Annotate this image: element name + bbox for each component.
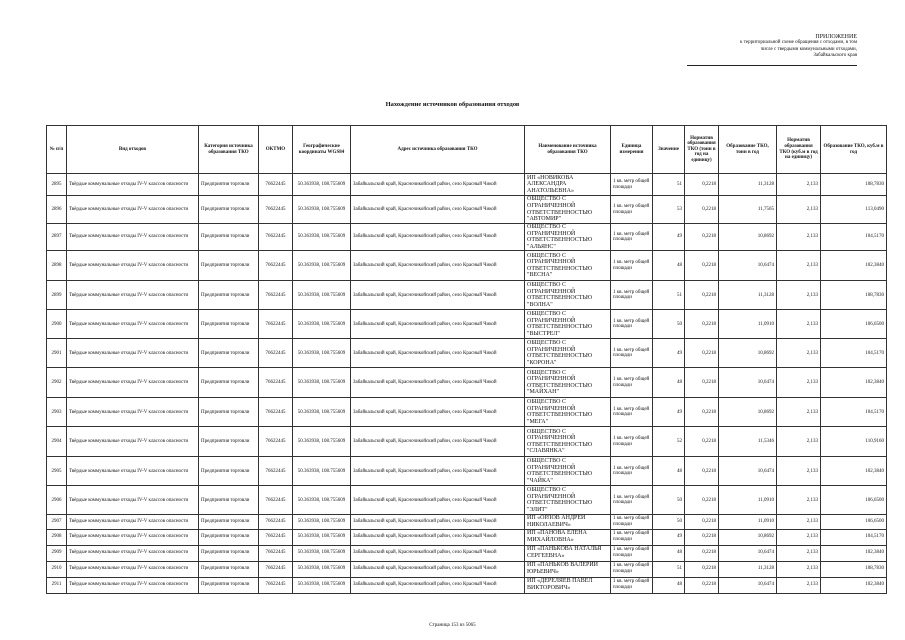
- norm-tonnes-cell: 0,2218: [685, 251, 719, 281]
- source-category-cell: Предприятия торговли: [199, 545, 259, 561]
- norm-cubic-cell: 2,133: [777, 368, 821, 398]
- norm-tonnes-cell: 0,2218: [685, 196, 719, 224]
- row-number-cell: 2908: [47, 529, 67, 545]
- unit-of-measure-cell: 1 кв. метр общей площади: [611, 224, 653, 251]
- norm-tonnes-cell: 0,2218: [685, 174, 719, 196]
- coordinates-cell: 50.363938, 108.755609: [293, 281, 351, 310]
- row-number-cell: 2909: [47, 545, 67, 561]
- header-cell: ОКТМО: [259, 126, 293, 174]
- tko-cubic-cell: 102,3840: [821, 545, 887, 561]
- source-name-cell: ОБЩЕСТВО С ОГРАНИЧЕННОЙ ОТВЕТСТВЕННОСТЬЮ "ЭЛИТ": [525, 486, 611, 515]
- source-category-cell: Предприятия торговли: [199, 310, 259, 339]
- quantity-value-cell: 50: [653, 310, 685, 339]
- quantity-value-cell: 48: [653, 457, 685, 486]
- tko-cubic-cell: 104,5170: [821, 339, 887, 368]
- header-cell: Вид отходов: [67, 126, 199, 174]
- header-cell: Норматив образования ТКО (тонн в год на единицу): [685, 126, 719, 174]
- tko-tonnes-cell: 10,8692: [719, 529, 777, 545]
- source-address-cell: Забайкальский край, Красночикойский район, село Красный Чикой: [351, 457, 525, 486]
- norm-tonnes-cell: 0,2218: [685, 561, 719, 577]
- norm-cubic-cell: 2,133: [777, 174, 821, 196]
- source-name-cell: ОБЩЕСТВО С ОГРАНИЧЕННОЙ ОТВЕТСТВЕННОСТЬЮ "ВОЛНА": [525, 281, 611, 310]
- source-address-cell: Забайкальский край, Красночикойский район, село Красный Чикой: [351, 515, 525, 529]
- appendix-line-2: числе с твердыми коммунальными отходами,: [760, 46, 857, 52]
- quantity-value-cell: 48: [653, 368, 685, 398]
- row-number-cell: 2906: [47, 486, 67, 515]
- coordinates-cell: 50.363938, 108.755609: [293, 339, 351, 368]
- source-name-cell: ИП «ПАНОВА ЕЛЕНА МИХАЙЛОВНА»: [525, 529, 611, 545]
- source-category-cell: Предприятия торговли: [199, 251, 259, 281]
- tko-tonnes-cell: 10,8692: [719, 339, 777, 368]
- norm-cubic-cell: 2,133: [777, 486, 821, 515]
- coordinates-cell: 50.363938, 108.755609: [293, 515, 351, 529]
- header-cell: Образование ТКО, куб.м в год: [821, 126, 887, 174]
- waste-type-cell: Твёрдые коммунальные отходы IV-V классов опасности: [67, 529, 199, 545]
- row-number-cell: 2911: [47, 577, 67, 593]
- quantity-value-cell: 52: [653, 427, 685, 457]
- table-row: [47, 251, 887, 281]
- oktmo-code-cell: 76622445: [259, 515, 293, 529]
- coordinates-cell: 50.363938, 108.755609: [293, 251, 351, 281]
- waste-type-cell: Твёрдые коммунальные отходы IV-V классов опасности: [67, 368, 199, 398]
- waste-type-cell: Твёрдые коммунальные отходы IV-V классов опасности: [67, 486, 199, 515]
- table-row: [47, 196, 887, 224]
- norm-cubic-cell: 2,133: [777, 561, 821, 577]
- tko-tonnes-cell: 10,6474: [719, 368, 777, 398]
- tko-cubic-cell: 108,7830: [821, 281, 887, 310]
- source-name-cell: ОБЩЕСТВО С ОГРАНИЧЕННОЙ ОТВЕТСТВЕННОСТЬЮ "МАЙХАН": [525, 368, 611, 398]
- appendix-title: ПРИЛОЖЕНИЕ: [815, 34, 857, 40]
- oktmo-code-cell: 76622445: [259, 224, 293, 251]
- waste-type-cell: Твёрдые коммунальные отходы IV-V классов опасности: [67, 457, 199, 486]
- unit-of-measure-cell: 1 кв. метр общей площади: [611, 529, 653, 545]
- table-row: [47, 368, 887, 398]
- oktmo-code-cell: 76622445: [259, 457, 293, 486]
- tko-tonnes-cell: 10,8692: [719, 224, 777, 251]
- coordinates-cell: 50.363938, 108.755609: [293, 368, 351, 398]
- source-address-cell: Забайкальский край, Красночикойский район, село Красный Чикой: [351, 545, 525, 561]
- source-address-cell: Забайкальский край, Красночикойский район, село Красный Чикой: [351, 368, 525, 398]
- source-address-cell: Забайкальский край, Красночикойский район, село Красный Чикой: [351, 577, 525, 593]
- tko-tonnes-cell: 11,3128: [719, 174, 777, 196]
- tko-tonnes-cell: 10,6474: [719, 251, 777, 281]
- tko-tonnes-cell: 11,5346: [719, 427, 777, 457]
- oktmo-code-cell: 76622445: [259, 486, 293, 515]
- oktmo-code-cell: 76622445: [259, 251, 293, 281]
- coordinates-cell: 50.363938, 108.755609: [293, 196, 351, 224]
- table-row: [47, 577, 887, 593]
- source-category-cell: Предприятия торговли: [199, 174, 259, 196]
- waste-type-cell: Твёрдые коммунальные отходы IV-V классов опасности: [67, 224, 199, 251]
- source-name-cell: ИП «НОВИКОВА АЛЕКСАНДРА АНАТОЛЬЕВНА»: [525, 174, 611, 196]
- source-name-cell: ИП «ПАНЬКОВА НАТАЛЬЯ СЕРГЕЕВНА»: [525, 545, 611, 561]
- oktmo-code-cell: 76622445: [259, 368, 293, 398]
- source-address-cell: Забайкальский край, Красночикойский район, село Красный Чикой: [351, 281, 525, 310]
- norm-tonnes-cell: 0,2218: [685, 339, 719, 368]
- appendix-line-3: Забайкальского края: [813, 52, 857, 58]
- row-number-cell: 2901: [47, 339, 67, 368]
- header-cell: Адрес источника образования ТКО: [351, 126, 525, 174]
- table-row: [47, 545, 887, 561]
- table-header-row: [47, 126, 887, 174]
- oktmo-code-cell: 76622445: [259, 281, 293, 310]
- table-row: [47, 224, 887, 251]
- header-cell: Норматив образования ТКО (куб.м в год на единицу): [777, 126, 821, 174]
- source-category-cell: Предприятия торговли: [199, 515, 259, 529]
- row-number-cell: 2899: [47, 281, 67, 310]
- appendix-line-1: к территориальной схеме обращения с отходами, в том: [740, 40, 857, 46]
- waste-type-cell: Твёрдые коммунальные отходы IV-V классов опасности: [67, 251, 199, 281]
- quantity-value-cell: 49: [653, 529, 685, 545]
- tko-cubic-cell: 108,7830: [821, 561, 887, 577]
- norm-cubic-cell: 2,133: [777, 577, 821, 593]
- oktmo-code-cell: 76622445: [259, 339, 293, 368]
- quantity-value-cell: 50: [653, 486, 685, 515]
- waste-type-cell: Твёрдые коммунальные отходы IV-V классов опасности: [67, 339, 199, 368]
- row-number-cell: 2904: [47, 427, 67, 457]
- tko-cubic-cell: 104,5170: [821, 224, 887, 251]
- norm-cubic-cell: 2,133: [777, 457, 821, 486]
- row-number-cell: 2910: [47, 561, 67, 577]
- coordinates-cell: 50.363938, 108.755609: [293, 561, 351, 577]
- quantity-value-cell: 48: [653, 545, 685, 561]
- waste-type-cell: Твёрдые коммунальные отходы IV-V классов опасности: [67, 310, 199, 339]
- unit-of-measure-cell: 1 кв. метр общей площади: [611, 251, 653, 281]
- norm-cubic-cell: 2,133: [777, 545, 821, 561]
- source-name-cell: ИП «ДЕРЕЛЯЕВ ПАВЕЛ ВИКТОРОВИЧ»: [525, 577, 611, 593]
- source-name-cell: ОБЩЕСТВО С ОГРАНИЧЕННОЙ ОТВЕТСТВЕННОСТЬЮ "АВТОМИР": [525, 196, 611, 224]
- header-cell: Наименование источника образования ТКО: [525, 126, 611, 174]
- source-address-cell: Забайкальский край, Красночикойский район, село Красный Чикой: [351, 529, 525, 545]
- table-row: [47, 427, 887, 457]
- tko-tonnes-cell: 10,6474: [719, 545, 777, 561]
- source-address-cell: Забайкальский край, Красночикойский район, село Красный Чикой: [351, 310, 525, 339]
- source-name-cell: ОБЩЕСТВО С ОГРАНИЧЕННОЙ ОТВЕТСТВЕННОСТЬЮ "АЛЬЯНС": [525, 224, 611, 251]
- tko-cubic-cell: 102,3840: [821, 457, 887, 486]
- source-name-cell: ИП «ОРЛОВ АНДРЕЙ НИКОЛАЕВИЧ»: [525, 515, 611, 529]
- source-address-cell: Забайкальский край, Красночикойский район, село Красный Чикой: [351, 251, 525, 281]
- quantity-value-cell: 51: [653, 281, 685, 310]
- source-address-cell: Забайкальский край, Красночикойский район, село Красный Чикой: [351, 224, 525, 251]
- tko-tonnes-cell: 11,0910: [719, 515, 777, 529]
- tko-cubic-cell: 108,7830: [821, 174, 887, 196]
- waste-type-cell: Твёрдые коммунальные отходы IV-V классов опасности: [67, 398, 199, 427]
- source-name-cell: ОБЩЕСТВО С ОГРАНИЧЕННОЙ ОТВЕТСТВЕННОСТЬЮ "МЕГА": [525, 398, 611, 427]
- coordinates-cell: 50.363938, 108.755609: [293, 486, 351, 515]
- document-title: Нахождение источников образования отходов: [385, 101, 520, 108]
- source-address-cell: Забайкальский край, Красночикойский район, село Красный Чикой: [351, 398, 525, 427]
- table-row: [47, 515, 887, 529]
- row-number-cell: 2895: [47, 174, 67, 196]
- source-category-cell: Предприятия торговли: [199, 339, 259, 368]
- norm-cubic-cell: 2,133: [777, 224, 821, 251]
- header-cell: Единица измерения: [611, 126, 653, 174]
- norm-cubic-cell: 2,133: [777, 427, 821, 457]
- source-category-cell: Предприятия торговли: [199, 224, 259, 251]
- row-number-cell: 2896: [47, 196, 67, 224]
- unit-of-measure-cell: 1 кв. метр общей площади: [611, 486, 653, 515]
- source-address-cell: Забайкальский край, Красночикойский район, село Красный Чикой: [351, 561, 525, 577]
- tko-tonnes-cell: 11,0910: [719, 486, 777, 515]
- coordinates-cell: 50.363938, 108.755609: [293, 577, 351, 593]
- appendix-underline: [687, 61, 857, 66]
- norm-cubic-cell: 2,133: [777, 196, 821, 224]
- row-number-cell: 2898: [47, 251, 67, 281]
- table-row: [47, 529, 887, 545]
- quantity-value-cell: 49: [653, 339, 685, 368]
- source-address-cell: Забайкальский край, Красночикойский район, село Красный Чикой: [351, 196, 525, 224]
- unit-of-measure-cell: 1 кв. метр общей площади: [611, 457, 653, 486]
- table-row: [47, 486, 887, 515]
- quantity-value-cell: 51: [653, 561, 685, 577]
- oktmo-code-cell: 76622445: [259, 545, 293, 561]
- source-address-cell: Забайкальский край, Красночикойский район, село Красный Чикой: [351, 486, 525, 515]
- tko-cubic-cell: 102,3840: [821, 577, 887, 593]
- sources-table: [46, 125, 887, 594]
- row-number-cell: 2907: [47, 515, 67, 529]
- norm-tonnes-cell: 0,2218: [685, 368, 719, 398]
- tko-cubic-cell: 102,3840: [821, 368, 887, 398]
- norm-cubic-cell: 2,133: [777, 339, 821, 368]
- norm-cubic-cell: 2,133: [777, 398, 821, 427]
- norm-tonnes-cell: 0,2218: [685, 529, 719, 545]
- tko-tonnes-cell: 10,6474: [719, 577, 777, 593]
- norm-tonnes-cell: 0,2218: [685, 398, 719, 427]
- tko-tonnes-cell: 11,3128: [719, 281, 777, 310]
- appendix-block: [687, 34, 857, 66]
- source-category-cell: Предприятия торговли: [199, 486, 259, 515]
- norm-tonnes-cell: 0,2218: [685, 310, 719, 339]
- unit-of-measure-cell: 1 кв. метр общей площади: [611, 310, 653, 339]
- unit-of-measure-cell: 1 кв. метр общей площади: [611, 281, 653, 310]
- norm-tonnes-cell: 0,2218: [685, 427, 719, 457]
- source-category-cell: Предприятия торговли: [199, 196, 259, 224]
- tko-cubic-cell: 106,6500: [821, 515, 887, 529]
- oktmo-code-cell: 76622445: [259, 310, 293, 339]
- tko-cubic-cell: 106,6500: [821, 310, 887, 339]
- tko-cubic-cell: 106,6500: [821, 486, 887, 515]
- table-row: [47, 174, 887, 196]
- unit-of-measure-cell: 1 кв. метр общей площади: [611, 174, 653, 196]
- quantity-value-cell: 48: [653, 251, 685, 281]
- source-category-cell: Предприятия торговли: [199, 561, 259, 577]
- quantity-value-cell: 50: [653, 515, 685, 529]
- row-number-cell: 2905: [47, 457, 67, 486]
- unit-of-measure-cell: 1 кв. метр общей площади: [611, 339, 653, 368]
- tko-cubic-cell: 110,9160: [821, 427, 887, 457]
- norm-tonnes-cell: 0,2218: [685, 281, 719, 310]
- norm-cubic-cell: 2,133: [777, 310, 821, 339]
- tko-cubic-cell: 104,5170: [821, 398, 887, 427]
- unit-of-measure-cell: 1 кв. метр общей площади: [611, 561, 653, 577]
- unit-of-measure-cell: 1 кв. метр общей площади: [611, 545, 653, 561]
- coordinates-cell: 50.363938, 108.755609: [293, 545, 351, 561]
- table-row: [47, 561, 887, 577]
- source-name-cell: ИП «ПАНЬКОВ ВАЛЕРИЙ ЮРЬЕВИЧ»: [525, 561, 611, 577]
- header-cell: Географические координаты WGS84: [293, 126, 351, 174]
- norm-tonnes-cell: 0,2218: [685, 545, 719, 561]
- quantity-value-cell: 48: [653, 577, 685, 593]
- source-address-cell: Забайкальский край, Красночикойский район, село Красный Чикой: [351, 174, 525, 196]
- norm-cubic-cell: 2,133: [777, 251, 821, 281]
- oktmo-code-cell: 76622445: [259, 561, 293, 577]
- table-row: [47, 398, 887, 427]
- norm-cubic-cell: 2,133: [777, 515, 821, 529]
- waste-type-cell: Твёрдые коммунальные отходы IV-V классов опасности: [67, 561, 199, 577]
- tko-tonnes-cell: 11,0910: [719, 310, 777, 339]
- oktmo-code-cell: 76622445: [259, 398, 293, 427]
- coordinates-cell: 50.363938, 108.755609: [293, 224, 351, 251]
- tko-cubic-cell: 102,3840: [821, 251, 887, 281]
- table-row: [47, 457, 887, 486]
- tko-tonnes-cell: 10,8692: [719, 398, 777, 427]
- norm-cubic-cell: 2,133: [777, 529, 821, 545]
- unit-of-measure-cell: 1 кв. метр общей площади: [611, 196, 653, 224]
- oktmo-code-cell: 76622445: [259, 174, 293, 196]
- unit-of-measure-cell: 1 кв. метр общей площади: [611, 427, 653, 457]
- waste-type-cell: Твёрдые коммунальные отходы IV-V классов опасности: [67, 196, 199, 224]
- waste-type-cell: Твёрдые коммунальные отходы IV-V классов опасности: [67, 427, 199, 457]
- source-category-cell: Предприятия торговли: [199, 457, 259, 486]
- row-number-cell: 2897: [47, 224, 67, 251]
- source-category-cell: Предприятия торговли: [199, 427, 259, 457]
- tko-tonnes-cell: 11,3128: [719, 561, 777, 577]
- norm-tonnes-cell: 0,2218: [685, 457, 719, 486]
- quantity-value-cell: 49: [653, 398, 685, 427]
- tko-tonnes-cell: 11,7565: [719, 196, 777, 224]
- unit-of-measure-cell: 1 кв. метр общей площади: [611, 515, 653, 529]
- waste-type-cell: Твёрдые коммунальные отходы IV-V классов опасности: [67, 545, 199, 561]
- quantity-value-cell: 51: [653, 174, 685, 196]
- norm-tonnes-cell: 0,2218: [685, 224, 719, 251]
- tko-cubic-cell: 104,5170: [821, 529, 887, 545]
- row-number-cell: 2903: [47, 398, 67, 427]
- unit-of-measure-cell: 1 кв. метр общей площади: [611, 398, 653, 427]
- source-category-cell: Предприятия торговли: [199, 529, 259, 545]
- unit-of-measure-cell: 1 кв. метр общей площади: [611, 577, 653, 593]
- header-cell: Образование ТКО, тонн в год: [719, 126, 777, 174]
- coordinates-cell: 50.363938, 108.755609: [293, 310, 351, 339]
- source-address-cell: Забайкальский край, Красночикойский район, село Красный Чикой: [351, 427, 525, 457]
- tko-cubic-cell: 113,0490: [821, 196, 887, 224]
- coordinates-cell: 50.363938, 108.755609: [293, 398, 351, 427]
- source-category-cell: Предприятия торговли: [199, 398, 259, 427]
- waste-type-cell: Твёрдые коммунальные отходы IV-V классов опасности: [67, 281, 199, 310]
- table-body: [47, 174, 887, 594]
- norm-tonnes-cell: 0,2218: [685, 577, 719, 593]
- header-cell: Значение: [653, 126, 685, 174]
- header-cell: № п/п: [47, 126, 67, 174]
- unit-of-measure-cell: 1 кв. метр общей площади: [611, 368, 653, 398]
- source-category-cell: Предприятия торговли: [199, 577, 259, 593]
- source-address-cell: Забайкальский край, Красночикойский район, село Красный Чикой: [351, 339, 525, 368]
- source-name-cell: ОБЩЕСТВО С ОГРАНИЧЕННОЙ ОТВЕТСТВЕННОСТЬЮ "ЧАЙКА": [525, 457, 611, 486]
- source-name-cell: ОБЩЕСТВО С ОГРАНИЧЕННОЙ ОТВЕТСТВЕННОСТЬЮ "ВЕСНА": [525, 251, 611, 281]
- header-cell: Категория источника образования ТКО: [199, 126, 259, 174]
- source-name-cell: ОБЩЕСТВО С ОГРАНИЧЕННОЙ ОТВЕТСТВЕННОСТЬЮ "ВЫСТРЕЛ": [525, 310, 611, 339]
- norm-cubic-cell: 2,133: [777, 281, 821, 310]
- row-number-cell: 2900: [47, 310, 67, 339]
- source-name-cell: ОБЩЕСТВО С ОГРАНИЧЕННОЙ ОТВЕТСТВЕННОСТЬЮ "СЛАВЯНКА": [525, 427, 611, 457]
- coordinates-cell: 50.363938, 108.755609: [293, 457, 351, 486]
- oktmo-code-cell: 76622445: [259, 577, 293, 593]
- coordinates-cell: 50.363938, 108.755609: [293, 174, 351, 196]
- row-number-cell: 2902: [47, 368, 67, 398]
- waste-type-cell: Твёрдые коммунальные отходы IV-V классов опасности: [67, 515, 199, 529]
- norm-tonnes-cell: 0,2218: [685, 486, 719, 515]
- quantity-value-cell: 53: [653, 196, 685, 224]
- source-category-cell: Предприятия торговли: [199, 368, 259, 398]
- waste-type-cell: Твёрдые коммунальные отходы IV-V классов опасности: [67, 174, 199, 196]
- tko-tonnes-cell: 10,6474: [719, 457, 777, 486]
- page-footer: Страница 153 из 5065: [429, 623, 476, 628]
- waste-type-cell: Твёрдые коммунальные отходы IV-V классов опасности: [67, 577, 199, 593]
- oktmo-code-cell: 76622445: [259, 529, 293, 545]
- quantity-value-cell: 49: [653, 224, 685, 251]
- table-row: [47, 310, 887, 339]
- table-row: [47, 281, 887, 310]
- norm-tonnes-cell: 0,2218: [685, 515, 719, 529]
- source-category-cell: Предприятия торговли: [199, 281, 259, 310]
- table-row: [47, 339, 887, 368]
- oktmo-code-cell: 76622445: [259, 427, 293, 457]
- coordinates-cell: 50.363938, 108.755609: [293, 529, 351, 545]
- source-name-cell: ОБЩЕСТВО С ОГРАНИЧЕННОЙ ОТВЕТСТВЕННОСТЬЮ "КОРОНА": [525, 339, 611, 368]
- oktmo-code-cell: 76622445: [259, 196, 293, 224]
- coordinates-cell: 50.363938, 108.755609: [293, 427, 351, 457]
